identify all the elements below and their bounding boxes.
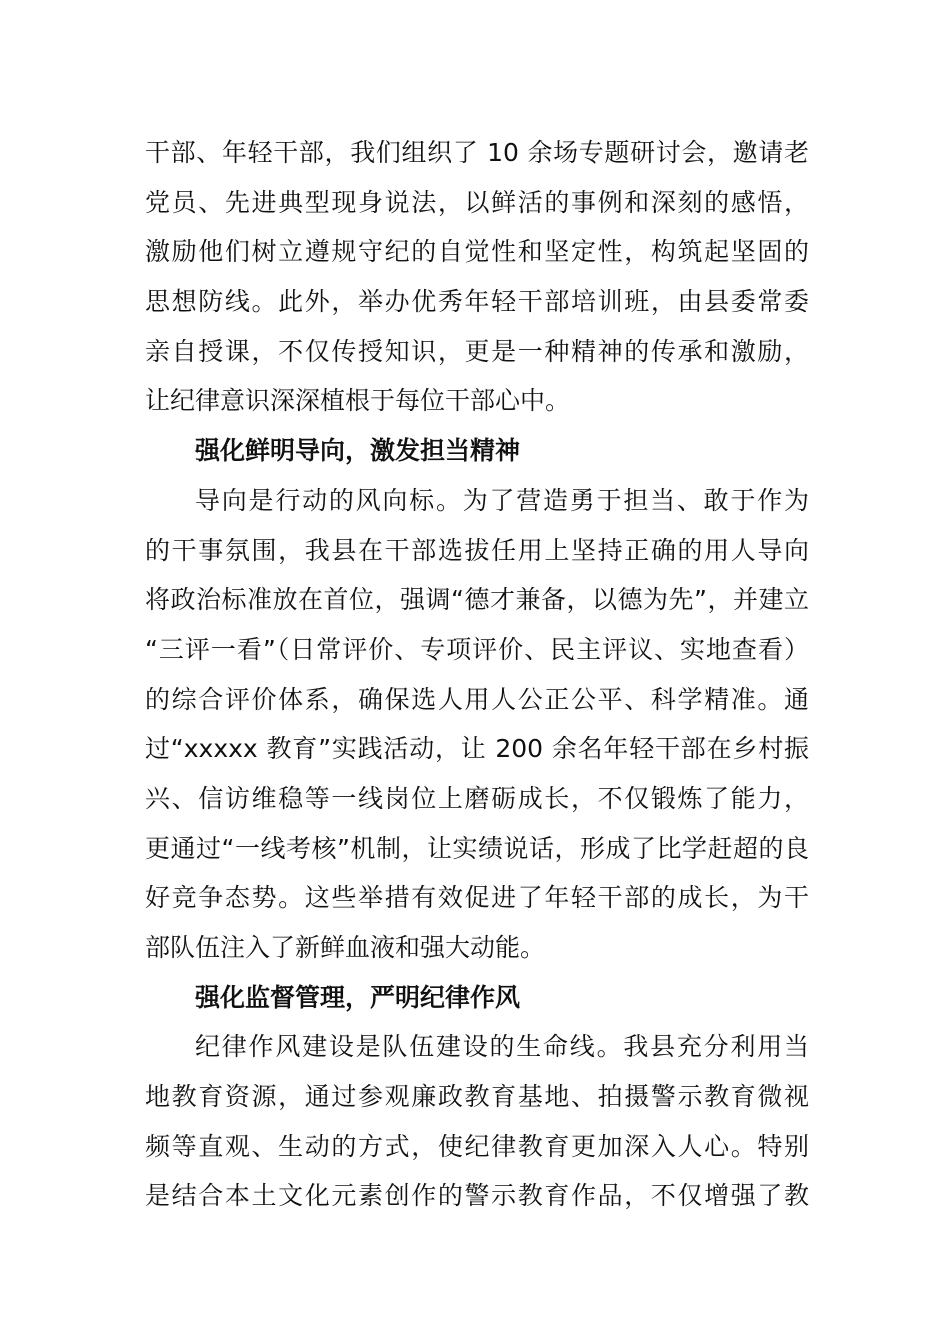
paragraph-3 [145, 1022, 809, 1221]
text-line: 地教育资源，通过参观廉政教育基地、拍摄警示教育微视 [145, 1082, 809, 1112]
text-line: 兴、信访维稳等一线岗位上磨砺成长，不仅锻炼了能力， [145, 783, 809, 813]
text-line: 的干事氛围，我县在干部选拔任用上坚持正确的用人导向 [145, 535, 809, 565]
paragraph-1 [145, 128, 809, 426]
text-line: 部队伍注入了新鲜血液和强大动能。 [145, 933, 546, 962]
text-line: 是结合本土文化元素创作的警示教育作品，不仅增强了教 [145, 1181, 809, 1211]
section-heading: 强化监督管理，严明纪律作风 [195, 982, 521, 1012]
text-line: 思想防线。此外，举办优秀年轻干部培训班，由县委常委 [145, 287, 809, 317]
text-line: 党员、先进典型现身说法，以鲜活的事例和深刻的感悟， [145, 187, 809, 217]
text-line: 频等直观、生动的方式，使纪律教育更加深入人心。特别 [145, 1131, 809, 1161]
document-body [145, 128, 809, 1221]
paragraph-2 [145, 476, 809, 973]
text-line: 过“xxxxx 教育”实践活动，让 200 余名年轻干部在乡村振 [145, 734, 809, 764]
text-line: 导向是行动的风向标。为了营造勇于担当、敢于作为 [195, 485, 809, 515]
section-heading: 强化鲜明导向，激发担当精神 [195, 436, 521, 466]
text-line: 的综合评价体系，确保选人用人公正公平、科学精准。通 [145, 684, 809, 714]
text-line: 将政治标准放在首位，强调“德才兼备，以德为先”，并建立 [145, 585, 809, 615]
text-line: 干部、年轻干部，我们组织了 10 余场专题研讨会，邀请老 [145, 138, 809, 167]
text-line: “三评一看”（日常评价、专项评价、民主评议、实地查看） [145, 634, 809, 664]
text-line: 纪律作风建设是队伍建设的生命线。我县充分利用当 [195, 1032, 809, 1062]
text-line: 让纪律意识深深植根于每位干部心中。 [145, 386, 571, 416]
text-line: 激励他们树立遵规守纪的自觉性和坚定性，构筑起坚固的 [145, 237, 809, 267]
text-line: 亲自授课，不仅传授知识，更是一种精神的传承和激励， [145, 336, 809, 366]
text-line: 更通过“一线考核”机制，让实绩说话，形成了比学赶超的良 [145, 833, 809, 863]
text-line: 好竞争态势。这些举措有效促进了年轻干部的成长，为干 [145, 883, 809, 913]
